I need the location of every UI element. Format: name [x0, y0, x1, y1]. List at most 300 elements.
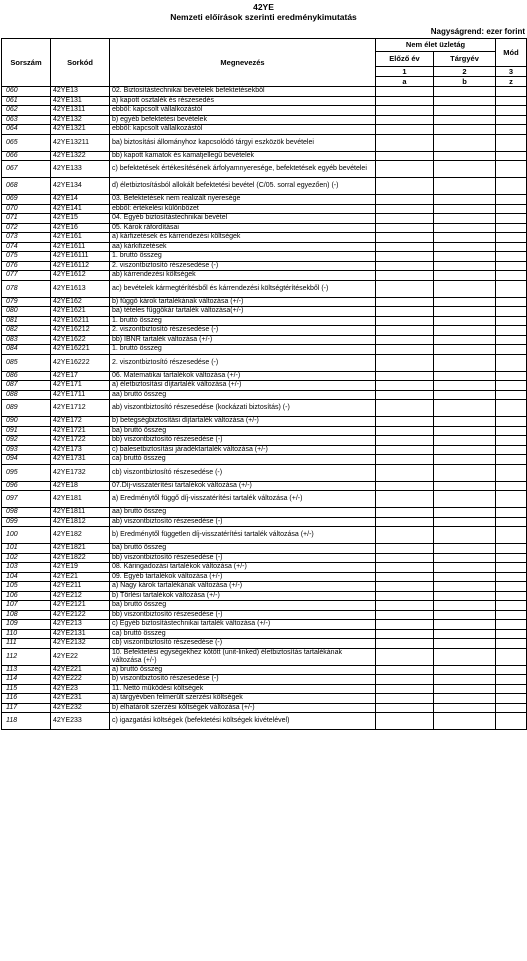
row-description: a) Nagy károk tartalékának változása (+/-) [110, 582, 376, 592]
value-cell-prev-year[interactable] [376, 96, 434, 106]
value-cell-current-year[interactable] [434, 610, 496, 620]
value-cell-current-year[interactable] [434, 151, 496, 161]
value-cell-mode[interactable] [496, 455, 527, 465]
value-cell-mode[interactable] [496, 261, 527, 271]
value-cell-mode[interactable] [496, 354, 527, 371]
value-cell-mode[interactable] [496, 381, 527, 391]
value-cell-current-year[interactable] [434, 354, 496, 371]
table-row [2, 464, 527, 481]
value-cell-current-year[interactable] [434, 280, 496, 297]
table-row [2, 223, 527, 233]
row-code: 42YE1821 [51, 544, 110, 554]
row-number: 071 [2, 214, 51, 224]
row-code: 42YE182 [51, 527, 110, 544]
row-number: 078 [2, 280, 51, 297]
value-cell-mode[interactable] [496, 694, 527, 704]
value-cell-prev-year[interactable] [376, 703, 434, 713]
value-cell-current-year[interactable] [434, 417, 496, 427]
value-cell-prev-year[interactable] [376, 280, 434, 297]
value-cell-prev-year[interactable] [376, 455, 434, 465]
value-cell-prev-year[interactable] [376, 261, 434, 271]
row-description: cb) viszontbiztosító részesedése (-) [110, 464, 376, 481]
row-code: 42YE13211 [51, 134, 110, 151]
row-description: c) Egyéb biztosítástechnikai tartalék változása (+/-) [110, 620, 376, 630]
value-cell-prev-year[interactable] [376, 335, 434, 345]
row-number: 073 [2, 233, 51, 243]
value-cell-prev-year[interactable] [376, 610, 434, 620]
row-description: c) igazgatási költségek (befektetési költségek kivételével) [110, 713, 376, 730]
row-code: 42YE17 [51, 371, 110, 381]
value-cell-prev-year[interactable] [376, 675, 434, 685]
value-cell-mode[interactable] [496, 703, 527, 713]
table-row [2, 252, 527, 262]
row-number: 103 [2, 563, 51, 573]
row-number: 110 [2, 629, 51, 639]
row-code: 42YE173 [51, 445, 110, 455]
value-cell-mode[interactable] [496, 713, 527, 730]
row-code: 42YE1321 [51, 125, 110, 135]
value-cell-mode[interactable] [496, 345, 527, 355]
value-cell-mode[interactable] [496, 527, 527, 544]
value-cell-current-year[interactable] [434, 390, 496, 400]
value-cell-mode[interactable] [496, 400, 527, 417]
value-cell-current-year[interactable] [434, 345, 496, 355]
value-cell-mode[interactable] [496, 620, 527, 630]
value-cell-prev-year[interactable] [376, 371, 434, 381]
header-sorszam: Sorszám [2, 39, 51, 87]
table-row [2, 426, 527, 436]
value-cell-current-year[interactable] [434, 620, 496, 630]
table-row [2, 665, 527, 675]
value-cell-current-year[interactable] [434, 713, 496, 730]
header-elozo-ev: Előző év [376, 52, 434, 67]
value-cell-current-year[interactable] [434, 261, 496, 271]
value-cell-mode[interactable] [496, 307, 527, 317]
table-row [2, 572, 527, 582]
row-code: 42YE1812 [51, 517, 110, 527]
value-cell-current-year[interactable] [434, 178, 496, 195]
value-cell-mode[interactable] [496, 178, 527, 195]
table-row [2, 491, 527, 508]
header-mod: Mód [496, 39, 527, 67]
table-row [2, 335, 527, 345]
value-cell-prev-year[interactable] [376, 417, 434, 427]
value-cell-prev-year[interactable] [376, 544, 434, 554]
table-row [2, 390, 527, 400]
value-cell-mode[interactable] [496, 481, 527, 491]
row-number: 113 [2, 665, 51, 675]
value-cell-mode[interactable] [496, 316, 527, 326]
value-cell-prev-year[interactable] [376, 648, 434, 665]
value-cell-current-year[interactable] [434, 582, 496, 592]
table-row [2, 381, 527, 391]
row-description: b) viszontbiztosító részesedése (-) [110, 675, 376, 685]
value-cell-prev-year[interactable] [376, 271, 434, 281]
row-code: 42YE2132 [51, 639, 110, 649]
value-cell-prev-year[interactable] [376, 307, 434, 317]
value-cell-prev-year[interactable] [376, 713, 434, 730]
value-cell-prev-year[interactable] [376, 517, 434, 527]
value-cell-mode[interactable] [496, 297, 527, 307]
value-cell-mode[interactable] [496, 204, 527, 214]
value-cell-prev-year[interactable] [376, 223, 434, 233]
value-cell-mode[interactable] [496, 371, 527, 381]
value-cell-prev-year[interactable] [376, 572, 434, 582]
row-number: 074 [2, 242, 51, 252]
value-cell-prev-year[interactable] [376, 481, 434, 491]
value-cell-prev-year[interactable] [376, 464, 434, 481]
value-cell-prev-year[interactable] [376, 491, 434, 508]
table-row [2, 601, 527, 611]
value-cell-prev-year[interactable] [376, 629, 434, 639]
value-cell-current-year[interactable] [434, 204, 496, 214]
value-cell-prev-year[interactable] [376, 115, 434, 125]
value-cell-prev-year[interactable] [376, 591, 434, 601]
value-cell-current-year[interactable] [434, 694, 496, 704]
row-description: 06. Matematikai tartalékok változása (+/-) [110, 371, 376, 381]
value-cell-current-year[interactable] [434, 115, 496, 125]
value-cell-current-year[interactable] [434, 426, 496, 436]
row-number: 106 [2, 591, 51, 601]
value-cell-prev-year[interactable] [376, 445, 434, 455]
row-number: 108 [2, 610, 51, 620]
row-number: 076 [2, 261, 51, 271]
value-cell-current-year[interactable] [434, 335, 496, 345]
value-cell-mode[interactable] [496, 491, 527, 508]
value-cell-prev-year[interactable] [376, 134, 434, 151]
value-cell-prev-year[interactable] [376, 390, 434, 400]
value-cell-mode[interactable] [496, 572, 527, 582]
value-cell-prev-year[interactable] [376, 553, 434, 563]
row-number: 114 [2, 675, 51, 685]
header-col-z: z [496, 77, 527, 87]
value-cell-current-year[interactable] [434, 481, 496, 491]
row-number: 072 [2, 223, 51, 233]
value-cell-prev-year[interactable] [376, 684, 434, 694]
value-cell-prev-year[interactable] [376, 508, 434, 518]
table-row [2, 106, 527, 116]
row-number: 061 [2, 96, 51, 106]
table-row [2, 481, 527, 491]
row-number: 082 [2, 326, 51, 336]
value-cell-current-year[interactable] [434, 233, 496, 243]
value-cell-prev-year[interactable] [376, 436, 434, 446]
value-cell-current-year[interactable] [434, 326, 496, 336]
row-description: b) függő károk tartalékának változása (+/-) [110, 297, 376, 307]
value-cell-mode[interactable] [496, 335, 527, 345]
value-cell-current-year[interactable] [434, 87, 496, 97]
row-code: 42YE15 [51, 214, 110, 224]
table-row [2, 371, 527, 381]
value-cell-current-year[interactable] [434, 455, 496, 465]
row-description: ab) viszontbiztosító részesedése (kockázati biztosítás) (-) [110, 400, 376, 417]
value-cell-mode[interactable] [496, 639, 527, 649]
value-cell-prev-year[interactable] [376, 214, 434, 224]
row-description: ac) bevételek kármegtérítésből és kárrendezési költségtérítésekből (-) [110, 280, 376, 297]
value-cell-mode[interactable] [496, 553, 527, 563]
value-cell-mode[interactable] [496, 648, 527, 665]
value-cell-mode[interactable] [496, 252, 527, 262]
value-cell-prev-year[interactable] [376, 151, 434, 161]
value-cell-mode[interactable] [496, 665, 527, 675]
row-code: 42YE1613 [51, 280, 110, 297]
value-cell-current-year[interactable] [434, 381, 496, 391]
row-code: 42YE1611 [51, 242, 110, 252]
value-cell-mode[interactable] [496, 161, 527, 178]
value-cell-prev-year[interactable] [376, 161, 434, 178]
value-cell-mode[interactable] [496, 591, 527, 601]
row-number: 101 [2, 544, 51, 554]
value-cell-current-year[interactable] [434, 316, 496, 326]
row-number: 091 [2, 426, 51, 436]
row-description: 1. bruttó összeg [110, 345, 376, 355]
value-cell-mode[interactable] [496, 582, 527, 592]
value-cell-mode[interactable] [496, 629, 527, 639]
row-description: bb) kapott kamatok és kamatjellegű bevételek [110, 151, 376, 161]
value-cell-current-year[interactable] [434, 96, 496, 106]
value-cell-current-year[interactable] [434, 553, 496, 563]
value-cell-mode[interactable] [496, 445, 527, 455]
row-code: 42YE141 [51, 204, 110, 214]
row-description: 03. Befektetések nem realizált nyeresége [110, 195, 376, 205]
row-number: 062 [2, 106, 51, 116]
row-code: 42YE2122 [51, 610, 110, 620]
row-number: 115 [2, 684, 51, 694]
report-code: 42YE [253, 2, 274, 12]
value-cell-mode[interactable] [496, 417, 527, 427]
value-cell-mode[interactable] [496, 464, 527, 481]
row-description: ca) bruttó összeg [110, 629, 376, 639]
row-code: 42YE1712 [51, 400, 110, 417]
value-cell-current-year[interactable] [434, 214, 496, 224]
value-cell-prev-year[interactable] [376, 620, 434, 630]
row-description: b) Törlési tartalékok változása (+/-) [110, 591, 376, 601]
value-cell-mode[interactable] [496, 106, 527, 116]
table-row [2, 195, 527, 205]
value-cell-current-year[interactable] [434, 307, 496, 317]
value-cell-mode[interactable] [496, 508, 527, 518]
value-cell-mode[interactable] [496, 563, 527, 573]
table-row [2, 508, 527, 518]
value-cell-mode[interactable] [496, 195, 527, 205]
row-description: a) életbiztosítási díjtartalék változása (+/-) [110, 381, 376, 391]
value-cell-mode[interactable] [496, 280, 527, 297]
row-number: 100 [2, 527, 51, 544]
row-number: 080 [2, 307, 51, 317]
value-cell-mode[interactable] [496, 436, 527, 446]
row-description: aa) bruttó összeg [110, 508, 376, 518]
value-cell-current-year[interactable] [434, 445, 496, 455]
value-cell-prev-year[interactable] [376, 326, 434, 336]
value-cell-mode[interactable] [496, 115, 527, 125]
value-cell-current-year[interactable] [434, 517, 496, 527]
row-number: 095 [2, 464, 51, 481]
value-cell-prev-year[interactable] [376, 178, 434, 195]
row-code: 42YE16211 [51, 316, 110, 326]
value-cell-prev-year[interactable] [376, 87, 434, 97]
value-cell-mode[interactable] [496, 271, 527, 281]
value-cell-prev-year[interactable] [376, 195, 434, 205]
row-code: 42YE13 [51, 87, 110, 97]
table-row [2, 326, 527, 336]
value-cell-current-year[interactable] [434, 223, 496, 233]
value-cell-mode[interactable] [496, 426, 527, 436]
row-number: 083 [2, 335, 51, 345]
table-row [2, 354, 527, 371]
value-cell-prev-year[interactable] [376, 639, 434, 649]
value-cell-prev-year[interactable] [376, 381, 434, 391]
row-code: 42YE2121 [51, 601, 110, 611]
row-code: 42YE2131 [51, 629, 110, 639]
value-cell-mode[interactable] [496, 675, 527, 685]
row-code: 42YE132 [51, 115, 110, 125]
row-code: 42YE16212 [51, 326, 110, 336]
row-code: 42YE212 [51, 591, 110, 601]
value-cell-mode[interactable] [496, 610, 527, 620]
row-description: 11. Nettó működési költségek [110, 684, 376, 694]
value-cell-current-year[interactable] [434, 527, 496, 544]
row-description: 10. Befektetési egységekhez kötött (unit-linked) életbiztosítás tartalékának változása (+/-) [110, 648, 376, 665]
table-body [2, 87, 527, 730]
value-cell-mode[interactable] [496, 87, 527, 97]
row-code: 42YE213 [51, 620, 110, 630]
value-cell-current-year[interactable] [434, 591, 496, 601]
value-cell-current-year[interactable] [434, 684, 496, 694]
value-cell-mode[interactable] [496, 125, 527, 135]
value-cell-current-year[interactable] [434, 195, 496, 205]
table-row [2, 527, 527, 544]
header-sorkod: Sorkód [51, 39, 110, 87]
value-cell-prev-year[interactable] [376, 694, 434, 704]
value-cell-mode[interactable] [496, 151, 527, 161]
value-cell-prev-year[interactable] [376, 233, 434, 243]
row-code: 42YE1822 [51, 553, 110, 563]
value-cell-current-year[interactable] [434, 134, 496, 151]
value-cell-mode[interactable] [496, 544, 527, 554]
value-cell-prev-year[interactable] [376, 106, 434, 116]
row-description: ba) bruttó összeg [110, 544, 376, 554]
row-description: 04. Egyéb biztosítástechnikai bevétel [110, 214, 376, 224]
row-description: aa) bruttó összeg [110, 390, 376, 400]
value-cell-prev-year[interactable] [376, 297, 434, 307]
value-cell-prev-year[interactable] [376, 426, 434, 436]
value-cell-prev-year[interactable] [376, 354, 434, 371]
row-number: 084 [2, 345, 51, 355]
row-number: 098 [2, 508, 51, 518]
row-description: c) balesetbiztosítási járadéktartalék változása (+/-) [110, 445, 376, 455]
value-cell-mode[interactable] [496, 233, 527, 243]
value-cell-current-year[interactable] [434, 464, 496, 481]
value-cell-current-year[interactable] [434, 648, 496, 665]
value-cell-current-year[interactable] [434, 161, 496, 178]
value-cell-current-year[interactable] [434, 572, 496, 582]
value-cell-current-year[interactable] [434, 271, 496, 281]
table-row [2, 582, 527, 592]
value-cell-mode[interactable] [496, 517, 527, 527]
row-code: 42YE181 [51, 491, 110, 508]
row-number: 118 [2, 713, 51, 730]
row-code: 42YE1731 [51, 455, 110, 465]
table-row [2, 96, 527, 106]
row-code: 42YE1732 [51, 464, 110, 481]
value-cell-current-year[interactable] [434, 675, 496, 685]
table-row [2, 125, 527, 135]
value-cell-current-year[interactable] [434, 252, 496, 262]
value-cell-prev-year[interactable] [376, 316, 434, 326]
row-number: 087 [2, 381, 51, 391]
value-cell-mode[interactable] [496, 390, 527, 400]
value-cell-prev-year[interactable] [376, 563, 434, 573]
table-row [2, 553, 527, 563]
row-number: 066 [2, 151, 51, 161]
value-cell-current-year[interactable] [434, 297, 496, 307]
value-cell-prev-year[interactable] [376, 601, 434, 611]
value-cell-current-year[interactable] [434, 563, 496, 573]
value-cell-prev-year[interactable] [376, 400, 434, 417]
value-cell-current-year[interactable] [434, 436, 496, 446]
value-cell-current-year[interactable] [434, 125, 496, 135]
row-description: d) életbiztosításból allokált befektetési bevétel (C/05. sorral egyezően) (-) [110, 178, 376, 195]
value-cell-prev-year[interactable] [376, 125, 434, 135]
row-code: 42YE131 [51, 96, 110, 106]
row-description: a) kárfizetések és kárrendezési költségek [110, 233, 376, 243]
value-cell-prev-year[interactable] [376, 345, 434, 355]
value-cell-current-year[interactable] [434, 400, 496, 417]
header-col-2: 2 [434, 67, 496, 77]
row-description: b) Eredménytől független díj-visszatérítési tartalék változása (+/-) [110, 527, 376, 544]
value-cell-mode[interactable] [496, 223, 527, 233]
value-cell-mode[interactable] [496, 134, 527, 151]
value-cell-prev-year[interactable] [376, 252, 434, 262]
value-cell-prev-year[interactable] [376, 242, 434, 252]
row-number: 088 [2, 390, 51, 400]
row-description: ba) bruttó összeg [110, 426, 376, 436]
value-cell-current-year[interactable] [434, 629, 496, 639]
value-cell-current-year[interactable] [434, 601, 496, 611]
value-cell-current-year[interactable] [434, 544, 496, 554]
value-cell-current-year[interactable] [434, 371, 496, 381]
row-code: 42YE221 [51, 665, 110, 675]
value-cell-prev-year[interactable] [376, 665, 434, 675]
value-cell-current-year[interactable] [434, 508, 496, 518]
value-cell-prev-year[interactable] [376, 527, 434, 544]
value-cell-mode[interactable] [496, 242, 527, 252]
report-title: Nemzeti előírások szerinti eredménykimutatás [170, 12, 357, 22]
value-cell-mode[interactable] [496, 684, 527, 694]
value-cell-mode[interactable] [496, 214, 527, 224]
row-number: 064 [2, 125, 51, 135]
row-code: 42YE19 [51, 563, 110, 573]
value-cell-prev-year[interactable] [376, 204, 434, 214]
value-cell-mode[interactable] [496, 601, 527, 611]
row-description: a) Eredménytől függő díj-visszatérítési tartalék változása (+/-) [110, 491, 376, 508]
value-cell-current-year[interactable] [434, 665, 496, 675]
value-cell-current-year[interactable] [434, 639, 496, 649]
row-code: 42YE16221 [51, 345, 110, 355]
table-row [2, 87, 527, 97]
value-cell-current-year[interactable] [434, 106, 496, 116]
row-description: 02. Biztosítástechnikai bevételek befektetésekből [110, 87, 376, 97]
value-cell-prev-year[interactable] [376, 582, 434, 592]
value-cell-current-year[interactable] [434, 703, 496, 713]
value-cell-mode[interactable] [496, 96, 527, 106]
row-description: 07.Díj-visszatérítési tartalékok változása (+/-) [110, 481, 376, 491]
value-cell-mode[interactable] [496, 326, 527, 336]
value-cell-current-year[interactable] [434, 491, 496, 508]
value-cell-current-year[interactable] [434, 242, 496, 252]
row-description: ebből: értékelési különbözet [110, 204, 376, 214]
row-description: a) tárgyévben felmerült szerzési költségek [110, 694, 376, 704]
